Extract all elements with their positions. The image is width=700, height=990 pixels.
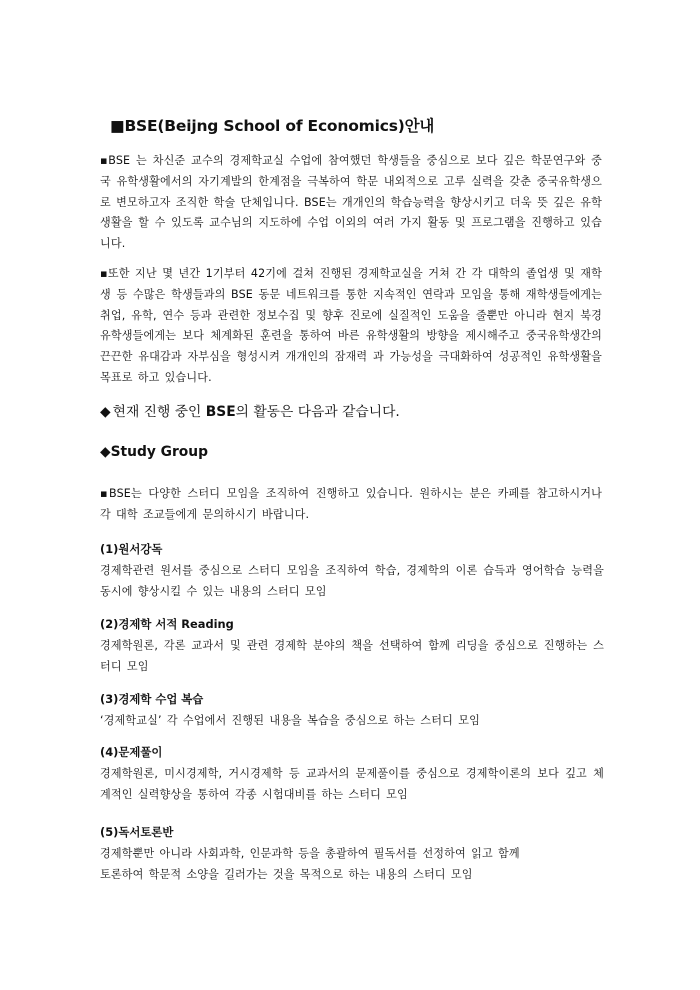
- study-section-1: [100, 539, 604, 602]
- study-section-title: (2)경제학 서적 Reading: [100, 617, 234, 631]
- study-section-body: 경제학관련 원서를 중심으로 스터디 모임을 조직하여 학습, 경제학의 이론 습득과 영어학습 능력을 동시에 향상시킬 수 있는 내용의 스터디 모임: [100, 564, 604, 598]
- activities-heading-text-after: 의 활동은 다음과 같습니다.: [235, 404, 400, 420]
- activities-heading-text-before: 현재 진행 중인: [112, 404, 206, 420]
- study-section-title: (4)문제풀이: [100, 745, 163, 759]
- study-group-heading: ◆Study Group: [100, 444, 208, 460]
- study-section-body-line: 토론하여 학문적 소양을 길러가는 것을 목적으로 하는 내용의 스터디 모임: [100, 868, 473, 881]
- study-section-body: [100, 843, 604, 885]
- study-section-body: 경제학원론, 미시경제학, 거시경제학 등 교과서의 문제풀이를 중심으로 경제학이론의 보다 깊고 체계적인 실력향상을 통하여 각종 시험대비를 하는 스터디 모임: [100, 767, 604, 801]
- activities-heading: [100, 400, 400, 420]
- activities-heading-bse: BSE: [205, 404, 236, 420]
- study-section-body: 경제학원론, 각론 교과서 및 관련 경제학 분야의 책을 선택하여 함께 리딩을 중심으로 진행하는 스터디 모임: [100, 639, 604, 673]
- study-section-5: [100, 822, 604, 885]
- intro-paragraph-1: ▪BSE 는 차신준 교수의 경제학교실 수업에 참여했던 학생들을 중심으로 보다 깊은 학문연구와 중국 유학생활에서의 자기계발의 한계점을 극복하여 학문 내외적으로 고루 실력을 갖춘 중국유학생으로 변모하고자 조직한 학술 단체입니다. BSE는 개개인의 학습능력을 향상시키고 더욱 뜻 깊은 유학생활을 할 수 있도록 교수님의 지도하에 수업 이외의 여러 가지 활동 및 프로그램을 진행하고 있습니다.: [100, 154, 602, 251]
- study-section-title: (5)독서토론반: [100, 825, 174, 839]
- document-title: ■BSE(Beijng School of Economics)안내: [110, 117, 435, 135]
- intro-paragraph-2: ▪또한 지난 몇 년간 1기부터 42기에 걸쳐 진행된 경제학교실을 거쳐 간 각 대학의 졸업생 및 재학생 등 수많은 학생들과의 BSE 동문 네트워크를 통한 지속적인 연락과 모임을 통해 재학생들에게는 취업, 유학, 연수 등과 관련한 정보수집 및 향후 진로에 실질적인 도움을 줄뿐만 아니라 현지 북경유학생들에게는 보다 체계화된 훈련을 통하여 바른 유학생활의 방향을 제시해주고 중국유학생간의 끈끈한 유대감과 자부심을 형성시켜 개개인의 잠재력 과 가능성을 극대화하여 성공적인 유학생활을 목표로 하고 있습니다.: [100, 267, 602, 384]
- study-section-title: (3)경제학 수업 복습: [100, 692, 204, 706]
- study-section-title: (1)원서강독: [100, 542, 163, 556]
- study-group-intro: ▪BSE는 다양한 스터디 모임을 조직하여 진행하고 있습니다. 원하시는 분은 카페를 참고하시거나 각 대학 조교들에게 문의하시기 바랍니다.: [100, 487, 602, 521]
- study-section-body: ‘경제학교실’ 각 수업에서 진행된 내용을 복습을 중심으로 하는 스터디 모임: [100, 714, 480, 727]
- study-section-body-line: 경제학뿐만 아니라 사회과학, 인문과학 등을 총괄하여 필독서를 선정하여 읽고 함께: [100, 847, 520, 860]
- study-section-3: [100, 689, 604, 731]
- diamond-bullet-icon: ◆: [100, 404, 111, 420]
- study-section-4: [100, 742, 604, 805]
- study-section-2: [100, 614, 604, 677]
